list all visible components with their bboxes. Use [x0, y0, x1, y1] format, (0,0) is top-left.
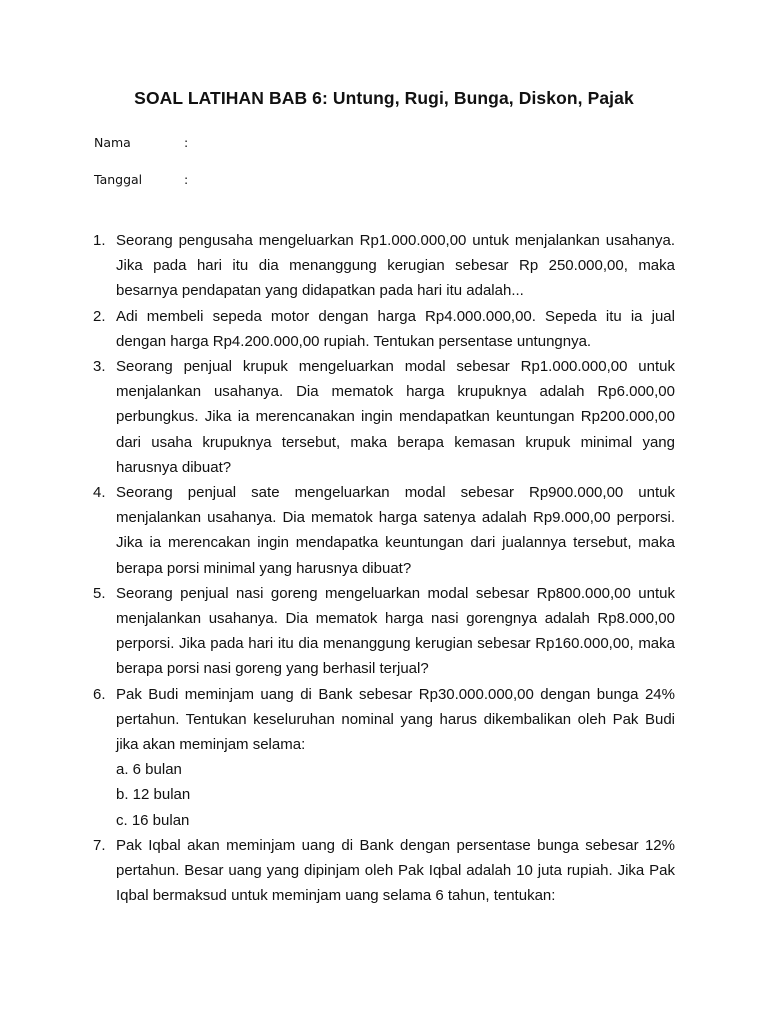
question-item [93, 228, 675, 304]
option-item: a. 6 bulan [116, 761, 182, 779]
tanggal-colon: : [184, 172, 189, 187]
question-item [93, 833, 675, 909]
question-item [93, 354, 675, 480]
question-number: 6. [93, 685, 106, 703]
question-number: 5. [93, 584, 106, 602]
option-list [116, 757, 675, 833]
question-text: Adi membeli sepeda motor dengan harga Rp4.000.000,00. Sepeda itu ia jual dengan harga Rp4.200.000,00 rupiah. Tentukan persentase untungnya. [116, 307, 675, 350]
tanggal-field [94, 172, 188, 187]
nama-colon: : [184, 135, 189, 150]
nama-label: Nama [94, 135, 131, 150]
page-title: SOAL LATIHAN BAB 6: Untung, Rugi, Bunga, Diskon, Pajak [134, 88, 634, 108]
question-text: Pak Iqbal akan meminjam uang di Bank dengan persentase bunga sebesar 12% pertahun. Besar uang yang dipinjam oleh Pak Iqbal adalah 10 juta rupiah. Jika Pak Iqbal bermaksud untuk meminjam uang selama 6 tahun, tentukan: [116, 836, 675, 905]
question-list [93, 228, 675, 908]
question-number: 7. [93, 836, 106, 854]
option-item: c. 16 bulan [116, 811, 190, 829]
question-text: Seorang penjual sate mengeluarkan modal sebesar Rp900.000,00 untuk menjalankan usahanya. Dia mematok harga satenya adalah Rp9.000,00 perporsi. Jika ia merencakan ingin mendapatka keuntungan dari jualannya tersebut, maka berapa porsi minimal yang harusnya dibuat? [116, 484, 675, 577]
question-text: Seorang pengusaha mengeluarkan Rp1.000.000,00 untuk menjalankan usahanya. Jika pada hari itu dia menanggung kerugian sebesar Rp 250.000,00, maka besarnya pendapatan yang didapatkan pada hari itu adalah... [116, 232, 675, 300]
nama-field [94, 135, 188, 150]
question-item [93, 304, 675, 354]
question-number: 1. [93, 232, 106, 249]
question-text: Pak Budi meminjam uang di Bank sebesar Rp30.000.000,00 dengan bunga 24% pertahun. Tentukan keseluruhan nominal yang harus dikembalikan oleh Pak Budi jika akan meminjam selama: [116, 685, 675, 754]
question-item [93, 682, 675, 833]
question-number: 4. [93, 484, 106, 502]
question-item [93, 581, 675, 682]
question-number: 2. [93, 307, 106, 325]
question-text: Seorang penjual krupuk mengeluarkan modal sebesar Rp1.000.000,00 untuk menjalankan usahanya. Dia mematok harga krupuknya adalah Rp6.000,00 perbungkus. Jika ia merencanakan ingin mendapatkan keuntungan Rp200.000,00 dari usaha krupuknya tersebut, maka berapa kemasan krupuk minimal yang harusnya dibuat? [116, 358, 675, 476]
option-item: b. 12 bulan [116, 786, 191, 804]
question-item [93, 480, 675, 581]
tanggal-label: Tanggal [94, 172, 143, 187]
question-number: 3. [93, 358, 106, 376]
question-text: Seorang penjual nasi goreng mengeluarkan modal sebesar Rp800.000,00 untuk menjalankan usahanya. Dia mematok harga nasi gorengnya adalah Rp8.000,00 perporsi. Jika pada hari itu dia menanggung kerugian sebesar Rp160.000,00, maka berapa porsi nasi goreng yang berhasil terjual? [116, 584, 675, 678]
